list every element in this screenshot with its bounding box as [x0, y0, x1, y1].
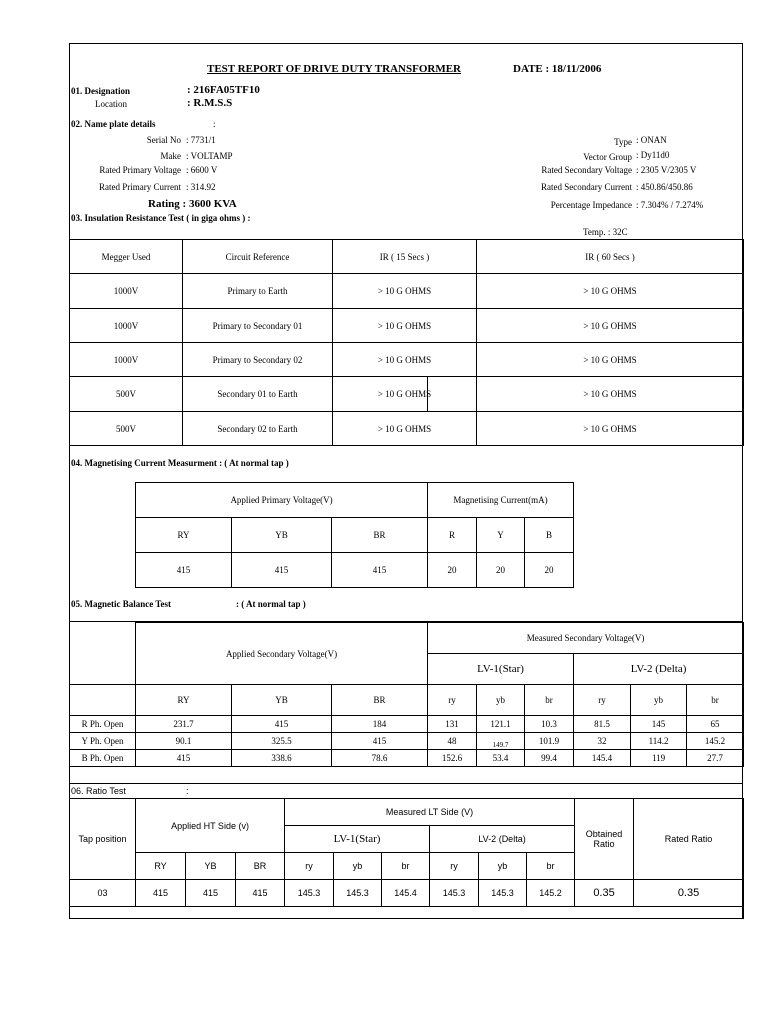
type-value: : ONAN: [636, 135, 667, 145]
cell: RY: [136, 518, 232, 553]
cell: ry: [430, 853, 479, 880]
lv1-star-header: LV-1(Star): [285, 826, 430, 853]
table-header-row: [70, 240, 744, 274]
cell: BR: [236, 853, 285, 880]
magnetising-current-label: 04. Magnetising Current Measurment : ( At normal tap ): [71, 458, 289, 468]
cell: 415: [186, 880, 236, 907]
cell: > 10 G OHMS: [477, 309, 744, 343]
cell: RY: [136, 853, 186, 880]
nameplate-colon: :: [213, 119, 216, 129]
cell: yb: [479, 853, 527, 880]
cell: 145: [631, 716, 687, 733]
cell: 415: [232, 553, 332, 588]
cell: > 10 G OHMS: [333, 343, 477, 377]
cell: 65: [687, 716, 744, 733]
cell: 03: [70, 880, 136, 907]
table-row: [70, 274, 744, 309]
row-label: B Ph. Open: [70, 750, 136, 767]
header-megger: Megger Used: [70, 240, 183, 274]
cell: 114.2: [631, 733, 687, 750]
cell: 145.2: [687, 733, 744, 750]
nameplate-label: 02. Name plate details: [71, 119, 156, 129]
cell: Secondary 02 to Earth: [183, 412, 333, 446]
cell: 152.6: [428, 750, 477, 767]
table-subheader-row: [136, 518, 574, 553]
cell: yb: [631, 685, 687, 716]
designation-label: 01. Designation: [71, 86, 131, 96]
cell: 415: [236, 880, 285, 907]
cell: 231.7: [136, 716, 232, 733]
cell: 149.7: [477, 733, 525, 750]
magnetic-balance-label-tap: : ( At normal tap ): [236, 599, 306, 609]
cell: 415: [136, 553, 232, 588]
cell: 145.3: [285, 880, 334, 907]
lv2-delta-header: LV-2 (Delta): [574, 654, 744, 685]
magnetic-balance-label: 05. Magnetic Balance Test: [71, 599, 171, 609]
table-header-row: [70, 799, 744, 826]
table-row: [70, 880, 744, 907]
cell: 325.5: [232, 733, 332, 750]
applied-primary-voltage-header: Applied Primary Voltage(V): [136, 483, 428, 518]
table-subheader-row: [70, 685, 744, 716]
location-label: Location: [95, 99, 127, 109]
cell: 145.3: [430, 880, 479, 907]
cell: R: [428, 518, 477, 553]
cell: 500V: [70, 412, 183, 446]
cell: YB: [232, 685, 332, 716]
cell: br: [687, 685, 744, 716]
cell: Primary to Secondary 02: [183, 343, 333, 377]
cell: 131: [428, 716, 477, 733]
rated-secondary-voltage-value: : 2305 V/2305 V: [636, 165, 697, 175]
table-row: [70, 716, 744, 733]
cell: YB: [186, 853, 236, 880]
cell: br: [525, 685, 574, 716]
vector-group-value: : Dy11d0: [636, 150, 670, 160]
table-row: [70, 377, 744, 412]
ratio-test-colon: :: [186, 786, 189, 796]
magnetising-current-header: Magnetising Current(mA): [428, 483, 574, 518]
row-label: Y Ph. Open: [70, 733, 136, 750]
cell: 415: [232, 716, 332, 733]
rated-secondary-current-label: Rated Secondary Current: [541, 182, 632, 192]
cell: 20: [477, 553, 525, 588]
cell: 10.3: [525, 716, 574, 733]
cell: 145.3: [334, 880, 382, 907]
designation-value: : 216FA05TF10: [187, 84, 260, 96]
location-value: : R.M.S.S: [187, 97, 233, 109]
header-ir60: IR ( 60 Secs ): [477, 240, 744, 274]
cell: > 10 G OHMS: [333, 377, 477, 412]
serial-no-value: : 7731/1: [186, 135, 216, 145]
applied-ht-header: Applied HT Side (v): [136, 799, 285, 853]
magnetic-balance-table: [69, 622, 744, 767]
cell: 53.4: [477, 750, 525, 767]
cell: 32: [574, 733, 631, 750]
insulation-table: [69, 239, 744, 446]
cell: 1000V: [70, 309, 183, 343]
report-title: TEST REPORT OF DRIVE DUTY TRANSFORMER: [207, 63, 461, 75]
cell: > 10 G OHMS: [477, 412, 744, 446]
table-row: [70, 343, 744, 377]
measured-lt-header: Measured LT Side (V): [285, 799, 575, 826]
cell: > 10 G OHMS: [477, 343, 744, 377]
cell: Primary to Secondary 01: [183, 309, 333, 343]
stray-divider: [427, 377, 428, 411]
vector-group-label: Vector Group: [583, 152, 632, 162]
cell: 415: [332, 733, 428, 750]
table-header-row: [136, 483, 574, 518]
cell: 48: [428, 733, 477, 750]
cell: 415: [332, 553, 428, 588]
lv1-star-header: LV-1(Star): [428, 654, 574, 685]
cell: BR: [332, 685, 428, 716]
cell: Secondary 01 to Earth: [183, 377, 333, 412]
cell: ry: [574, 685, 631, 716]
obtained-ratio-header: Obtained Ratio: [575, 799, 634, 880]
cell: 101.9: [525, 733, 574, 750]
table-row: [70, 750, 744, 767]
table-row: [70, 412, 744, 446]
row-label: R Ph. Open: [70, 716, 136, 733]
header-circuit: Circuit Reference: [183, 240, 333, 274]
report-date: DATE : 18/11/2006: [513, 63, 602, 75]
cell: BR: [332, 518, 428, 553]
cell: 121.1: [477, 716, 525, 733]
percentage-impedance-label: Percentage Impedance: [550, 200, 632, 210]
insulation-test-label: 03. Insulation Resistance Test ( in giga ohms ) :: [71, 213, 251, 223]
rated-secondary-voltage-label: Rated Secondary Voltage: [541, 165, 632, 175]
cell: 20: [525, 553, 574, 588]
cell: 500V: [70, 377, 183, 412]
cell: 145.4: [382, 880, 430, 907]
cell: > 10 G OHMS: [477, 377, 744, 412]
cell: > 10 G OHMS: [333, 274, 477, 309]
table-row: [70, 907, 744, 919]
cell: 119: [631, 750, 687, 767]
cell: > 10 G OHMS: [333, 309, 477, 343]
rated-primary-current-value: : 314.92: [186, 182, 216, 192]
cell: 184: [332, 716, 428, 733]
rated-secondary-current-value: : 450.86/450.86: [636, 182, 693, 192]
rated-primary-voltage-label: Rated Primary Voltage: [99, 165, 181, 175]
rating: Rating : 3600 KVA: [148, 198, 237, 210]
table-row: [136, 553, 574, 588]
applied-secondary-voltage-header: Applied Secondary Voltage(V): [136, 623, 428, 685]
lv2-delta-header: LV-2 (Delta): [430, 826, 575, 853]
cell: 81.5: [574, 716, 631, 733]
cell: > 10 G OHMS: [477, 274, 744, 309]
cell: 338.6: [232, 750, 332, 767]
ratio-test-label: 06. Ratio Test: [71, 786, 126, 796]
cell: 90.1: [136, 733, 232, 750]
cell: 145.4: [574, 750, 631, 767]
cell: 415: [136, 750, 232, 767]
cell: br: [527, 853, 575, 880]
header-ir15: IR ( 15 Secs ): [333, 240, 477, 274]
cell: 1000V: [70, 274, 183, 309]
cell: YB: [232, 518, 332, 553]
tap-position-header: Tap position: [70, 799, 136, 880]
cell: yb: [334, 853, 382, 880]
ratio-test-table: [69, 798, 744, 919]
magnetising-table: [135, 482, 574, 588]
cell: 27.7: [687, 750, 744, 767]
make-label: Make: [160, 151, 181, 161]
rated-primary-voltage-value: : 6600 V: [186, 165, 218, 175]
cell: 99.4: [525, 750, 574, 767]
type-label: Type: [614, 137, 632, 147]
blank-cell: [70, 685, 136, 716]
measured-secondary-voltage-header: Measured Secondary Voltage(V): [428, 623, 744, 654]
cell: 145.3: [479, 880, 527, 907]
table-row: [70, 309, 744, 343]
obtained-ratio-value: 0.35: [575, 880, 634, 907]
percentage-impedance-value: : 7.304% / 7.274%: [636, 200, 704, 210]
cell: Y: [477, 518, 525, 553]
cell: Primary to Earth: [183, 274, 333, 309]
temperature: Temp. : 32C: [583, 227, 628, 237]
cell: 20: [428, 553, 477, 588]
cell: 1000V: [70, 343, 183, 377]
cell: B: [525, 518, 574, 553]
cell: ry: [285, 853, 334, 880]
cell: 145.2: [527, 880, 575, 907]
cell: RY: [136, 685, 232, 716]
section-divider: [69, 783, 743, 784]
rated-primary-current-label: Rated Primary Current: [99, 182, 181, 192]
rated-ratio-value: 0.35: [634, 880, 744, 907]
blank-corner: [70, 623, 136, 685]
cell: yb: [477, 685, 525, 716]
table-row: [70, 733, 744, 750]
cell: ry: [428, 685, 477, 716]
blank-row: [70, 907, 744, 919]
table-header-row: [70, 623, 744, 654]
cell: > 10 G OHMS: [333, 412, 477, 446]
serial-no-label: Serial No: [146, 135, 181, 145]
make-value: : VOLTAMP: [186, 151, 233, 161]
cell: 78.6: [332, 750, 428, 767]
cell: br: [382, 853, 430, 880]
cell: 415: [136, 880, 186, 907]
rated-ratio-header: Rated Ratio: [634, 799, 744, 880]
